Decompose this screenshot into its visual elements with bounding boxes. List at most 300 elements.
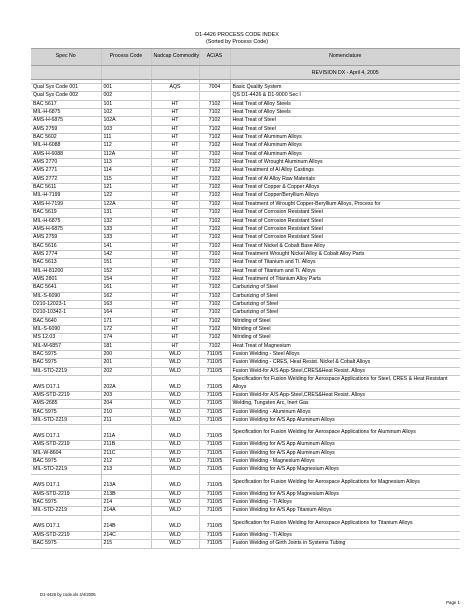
process-code-cell: 164 <box>101 309 151 317</box>
process-code-cell: 112A <box>101 150 151 158</box>
spec-no-cell: BAC 5611 <box>31 184 101 192</box>
nomenclature-cell: Heat Treat of Corrosion Resistant Steel <box>230 217 460 225</box>
table-row <box>31 217 460 225</box>
table-row <box>31 334 460 342</box>
process-code-table <box>31 48 460 549</box>
ac-as-cell: 7102 <box>199 125 230 133</box>
nadcap-commodity-cell: WLD <box>151 449 199 457</box>
nomenclature-cell: Carburizing of Steel <box>230 292 460 300</box>
table-row <box>31 142 460 150</box>
nadcap-commodity-cell: WLD <box>151 531 199 539</box>
ac-as-cell: 7110/5 <box>199 449 230 457</box>
nomenclature-cell: Heat Treat of Steel <box>230 125 460 133</box>
spec-no-cell: BAC 5640 <box>31 317 101 325</box>
nadcap-commodity-cell: WLD <box>151 466 199 474</box>
ac-as-cell: 7102 <box>199 217 230 225</box>
table-row <box>31 466 460 474</box>
spec-no-cell: BAC 5602 <box>31 134 101 142</box>
process-code-cell: 102A <box>101 117 151 125</box>
nadcap-commodity-cell: HT <box>151 125 199 133</box>
nomenclature-cell: Heat Treatment Wrought Nickel Alloy & Cobalt Alloy Parts <box>230 250 460 258</box>
process-code-cell: 213 <box>101 466 151 474</box>
spec-no-cell: MIL-H-6088 <box>31 142 101 150</box>
process-code-cell: 142 <box>101 250 151 258</box>
spec-no-cell: BAC 5975 <box>31 408 101 416</box>
process-code-cell: 213B <box>101 490 151 498</box>
nadcap-commodity-cell: HT <box>151 309 199 317</box>
process-code-cell: 161 <box>101 284 151 292</box>
nadcap-commodity-cell: HT <box>151 250 199 258</box>
nomenclature-cell: Specification for Fusion Welding for Aerospace Applications for Titanium Alloys <box>230 515 460 531</box>
nomenclature-cell: Heat Treat of Corrosion Resistant Steel <box>230 225 460 233</box>
nadcap-commodity-cell: HT <box>151 242 199 250</box>
nadcap-commodity-cell: WLD <box>151 441 199 449</box>
table-row <box>31 92 460 100</box>
nomenclature-cell: QS D1-4426 & D1-9000 Sec I <box>230 92 460 100</box>
spec-no-cell: BAC 5616 <box>31 242 101 250</box>
ac-as-cell: 7110/5 <box>199 531 230 539</box>
table-row <box>31 499 460 507</box>
process-code-cell: 202A <box>101 376 151 392</box>
nadcap-commodity-cell: WLD <box>151 417 199 425</box>
ac-as-cell: 7102 <box>199 184 230 192</box>
table-row <box>31 531 460 539</box>
ac-as-cell: 7110/5 <box>199 490 230 498</box>
ac-as-cell: 7102 <box>199 292 230 300</box>
spec-no-cell: AMS 2759 <box>31 125 101 133</box>
nadcap-commodity-cell: WLD <box>151 367 199 375</box>
ac-as-cell: 7110/5 <box>199 351 230 359</box>
nomenclature-cell: Heat Treat of Aluminum Alloys <box>230 134 460 142</box>
process-code-cell: 103 <box>101 125 151 133</box>
process-code-cell: 133 <box>101 225 151 233</box>
table-row <box>31 408 460 416</box>
nadcap-commodity-cell: HT <box>151 267 199 275</box>
nomenclature-cell: Heat Treat of Aluminum Alloys <box>230 150 460 158</box>
process-code-cell: 202 <box>101 367 151 375</box>
process-code-cell: 121 <box>101 184 151 192</box>
nomenclature-cell: Fusion Welding - Ti Alloys <box>230 499 460 507</box>
table-row <box>31 242 460 250</box>
ac-as-cell: 7110/5 <box>199 408 230 416</box>
nadcap-commodity-cell: WLD <box>151 458 199 466</box>
ac-as-cell: 7102 <box>199 159 230 167</box>
revision-label: REVISION DX - April 4, 2005 <box>230 66 460 80</box>
ac-as-cell: 7102 <box>199 134 230 142</box>
nadcap-commodity-cell: HT <box>151 184 199 192</box>
ac-as-cell: 7110/5 <box>199 376 230 392</box>
ac-as-cell: 7110/5 <box>199 507 230 515</box>
nadcap-commodity-cell: HT <box>151 175 199 183</box>
nomenclature-cell: Fusion Welding for A/S App Aluminum Alloys <box>230 441 460 449</box>
ac-as-cell: 7102 <box>199 200 230 208</box>
column-header-nomenclature: Nomenclature <box>230 49 460 66</box>
table-row <box>31 175 460 183</box>
process-code-cell: 162 <box>101 292 151 300</box>
table-row <box>31 474 460 490</box>
nomenclature-cell: Heat Treat of Corrosion Resistant Steel <box>230 234 460 242</box>
process-code-cell: 151 <box>101 259 151 267</box>
nomenclature-cell: Nitriding of Steel <box>230 317 460 325</box>
nadcap-commodity-cell: WLD <box>151 425 199 441</box>
nadcap-commodity-cell: WLD <box>151 351 199 359</box>
process-code-cell: 102 <box>101 109 151 117</box>
process-code-cell: 203 <box>101 392 151 400</box>
nadcap-commodity-cell: HT <box>151 192 199 200</box>
process-code-cell: 163 <box>101 300 151 308</box>
nadcap-commodity-cell: WLD <box>151 408 199 416</box>
nomenclature-cell: Fusion Welding - Aluminum Alloys <box>230 408 460 416</box>
ac-as-cell: 7110/5 <box>199 392 230 400</box>
nadcap-commodity-cell: WLD <box>151 490 199 498</box>
nadcap-commodity-cell: HT <box>151 300 199 308</box>
process-code-cell: 174 <box>101 334 151 342</box>
ac-as-cell: 7102 <box>199 167 230 175</box>
table-row <box>31 507 460 515</box>
table-row <box>31 284 460 292</box>
nomenclature-cell: Heat Treatment of Al Alloy Castings <box>230 167 460 175</box>
spec-no-cell: MIL-M-6857 <box>31 342 101 350</box>
nadcap-commodity-cell: HT <box>151 284 199 292</box>
footer-filename: D1-4426 by code.xls 4/4/2005 <box>40 592 96 597</box>
nadcap-commodity-cell: WLD <box>151 499 199 507</box>
process-code-cell: 211A <box>101 425 151 441</box>
process-code-cell: 131 <box>101 209 151 217</box>
nomenclature-cell: Fusion Welding for A/S App Titanium Alloys <box>230 507 460 515</box>
nadcap-commodity-cell: HT <box>151 209 199 217</box>
spec-no-cell: MS 12.03 <box>31 334 101 342</box>
process-code-cell: 122A <box>101 200 151 208</box>
process-code-cell: 214B <box>101 515 151 531</box>
process-code-cell: 211 <box>101 417 151 425</box>
ac-as-cell: 7102 <box>199 317 230 325</box>
process-code-cell: 212 <box>101 458 151 466</box>
nadcap-commodity-cell: HT <box>151 225 199 233</box>
spec-no-cell: MIL-H-6875 <box>31 109 101 117</box>
ac-as-cell: 7110/5 <box>199 458 230 466</box>
nadcap-commodity-cell <box>151 92 199 100</box>
table-row <box>31 275 460 283</box>
table-row <box>31 267 460 275</box>
process-code-cell: 101 <box>101 100 151 108</box>
ac-as-cell: 7102 <box>199 192 230 200</box>
process-code-cell: 213A <box>101 474 151 490</box>
table-row <box>31 300 460 308</box>
table-row <box>31 425 460 441</box>
process-code-cell: 111 <box>101 134 151 142</box>
nadcap-commodity-cell: HT <box>151 275 199 283</box>
process-code-cell: 172 <box>101 325 151 333</box>
ac-as-cell: 7102 <box>199 234 230 242</box>
spec-no-cell: AMS-STD-2219 <box>31 531 101 539</box>
table-row <box>31 351 460 359</box>
spec-no-cell: AMS-H-6088 <box>31 150 101 158</box>
process-code-cell: 152 <box>101 267 151 275</box>
nomenclature-cell: Basic Quality System <box>230 84 460 92</box>
nomenclature-cell: Fusion Welding for A/S App Aluminum Alloys <box>230 417 460 425</box>
table-row <box>31 259 460 267</box>
spec-no-cell: AMS 2770 <box>31 159 101 167</box>
process-code-cell: 171 <box>101 317 151 325</box>
spec-no-cell: AMS 2774 <box>31 250 101 258</box>
nomenclature-cell: Fusion Welding - Ti Alloys <box>230 531 460 539</box>
spec-no-cell: BAC 5975 <box>31 351 101 359</box>
table-row <box>31 192 460 200</box>
spec-no-cell: MIL-H-7199 <box>31 192 101 200</box>
table-row <box>31 342 460 350</box>
ac-as-cell: 7102 <box>199 150 230 158</box>
table-row <box>31 376 460 392</box>
nadcap-commodity-cell: HT <box>151 150 199 158</box>
nomenclature-cell: Nitriding of Steel <box>230 334 460 342</box>
spec-no-cell: AMS-STD-2219 <box>31 490 101 498</box>
ac-as-cell: 7110/5 <box>199 367 230 375</box>
table-row <box>31 167 460 175</box>
nadcap-commodity-cell: HT <box>151 234 199 242</box>
nomenclature-cell: Fusion Welding of Girth Joints in Systems Tubing <box>230 540 460 548</box>
ac-as-cell: 7110/5 <box>199 499 230 507</box>
process-code-cell: 210 <box>101 408 151 416</box>
table-row <box>31 367 460 375</box>
ac-as-cell: 7102 <box>199 175 230 183</box>
process-code-cell: 114 <box>101 167 151 175</box>
nadcap-commodity-cell: WLD <box>151 392 199 400</box>
nomenclature-cell: Fusion Welding - CRES, Heat Resist. Nickel & Cobalt Alloys <box>230 359 460 367</box>
nadcap-commodity-cell: WLD <box>151 359 199 367</box>
nomenclature-cell: Fusion Welding for A/S App Aluminum Alloys <box>230 449 460 457</box>
nomenclature-cell: Heat Treat of Aluminum Alloys <box>230 142 460 150</box>
revision-row <box>31 66 460 80</box>
spec-no-cell: BAC 5975 <box>31 359 101 367</box>
ac-as-cell: 7102 <box>199 309 230 317</box>
spec-no-cell: BAC 5975 <box>31 499 101 507</box>
ac-as-cell: 7102 <box>199 325 230 333</box>
process-code-cell: 211B <box>101 441 151 449</box>
ac-as-cell: 7102 <box>199 225 230 233</box>
page-header <box>0 32 474 45</box>
spec-no-cell: AMS 2772 <box>31 175 101 183</box>
spec-no-cell: BAC 5641 <box>31 284 101 292</box>
nomenclature-cell: Fusion Welding - Magnesium Alloys <box>230 458 460 466</box>
nomenclature-cell: Fusion Welding for A/S App Magnesium Alloys <box>230 490 460 498</box>
nadcap-commodity-cell: HT <box>151 325 199 333</box>
table-row <box>31 309 460 317</box>
process-code-cell: 112 <box>101 142 151 150</box>
ac-as-cell <box>199 92 230 100</box>
table-row <box>31 84 460 92</box>
table-row <box>31 234 460 242</box>
ac-as-cell: 7110/5 <box>199 515 230 531</box>
nadcap-commodity-cell: HT <box>151 317 199 325</box>
ac-as-cell: 7110/5 <box>199 359 230 367</box>
process-code-cell: 214C <box>101 531 151 539</box>
table-row <box>31 392 460 400</box>
process-code-cell: 215 <box>101 540 151 548</box>
column-header-process-code: Process Code <box>101 49 151 66</box>
spec-no-cell: AMS-H-7199 <box>31 200 101 208</box>
column-header-spec-no: Spec No <box>31 49 101 66</box>
process-code-cell: 214 <box>101 499 151 507</box>
process-code-cell: 002 <box>101 92 151 100</box>
spec-no-cell: MIL-S-6090 <box>31 325 101 333</box>
table-header-row <box>31 49 460 66</box>
nadcap-commodity-cell: HT <box>151 334 199 342</box>
document-subtitle: (Sorted by Process Code) <box>205 38 269 45</box>
nadcap-commodity-cell: WLD <box>151 507 199 515</box>
process-code-cell: 001 <box>101 84 151 92</box>
ac-as-cell: 7102 <box>199 250 230 258</box>
nomenclature-cell: Fusion Welding for A/S App Magnesium Alloys <box>230 466 460 474</box>
ac-as-cell: 7102 <box>199 300 230 308</box>
spec-no-cell: MIL-H-6875 <box>31 217 101 225</box>
spec-no-cell: MIL-W-8604 <box>31 449 101 457</box>
nomenclature-cell: Carburizing of Steel <box>230 300 460 308</box>
nadcap-commodity-cell: HT <box>151 134 199 142</box>
spec-no-cell: BAC 5617 <box>31 100 101 108</box>
spec-no-cell: Qual Sys Code 002 <box>31 92 101 100</box>
process-code-cell: 211C <box>101 449 151 457</box>
process-code-cell: 141 <box>101 242 151 250</box>
nomenclature-cell: Heat Treat of Steel <box>230 117 460 125</box>
nomenclature-cell: Fusion Welding - Steel Alloys <box>230 351 460 359</box>
spec-no-cell: AWS D17.1 <box>31 474 101 490</box>
document-title: D1-4426 PROCESS CODE INDEX <box>195 32 279 38</box>
nomenclature-cell: Heat Treat of Magnesium <box>230 342 460 350</box>
nadcap-commodity-cell: HT <box>151 217 199 225</box>
nomenclature-cell: Specification for Fusion Welding for Aerospace Applications for Aluminum Alloys <box>230 425 460 441</box>
process-code-cell: 115 <box>101 175 151 183</box>
nomenclature-cell: Heat Treat of Titanium and Ti. Alloys <box>230 259 460 267</box>
spec-no-cell: MIL-STD-2219 <box>31 507 101 515</box>
ac-as-cell: 7110/5 <box>199 466 230 474</box>
spec-no-cell: AMS 2771 <box>31 167 101 175</box>
nadcap-commodity-cell: WLD <box>151 474 199 490</box>
table-row <box>31 125 460 133</box>
nomenclature-cell: Heat Treat of Alloy Steels <box>230 109 460 117</box>
spec-no-cell: BAC 5619 <box>31 209 101 217</box>
spec-no-cell: MIL-STD-2219 <box>31 417 101 425</box>
table-row <box>31 200 460 208</box>
process-code-cell: 154 <box>101 275 151 283</box>
table-row <box>31 292 460 300</box>
process-code-cell: 204 <box>101 400 151 408</box>
ac-as-cell: 7102 <box>199 275 230 283</box>
nadcap-commodity-cell: WLD <box>151 376 199 392</box>
nadcap-commodity-cell: WLD <box>151 400 199 408</box>
column-header-ac-as: AC/AS <box>199 49 230 66</box>
ac-as-cell: 7102 <box>199 109 230 117</box>
table-row <box>31 400 460 408</box>
nadcap-commodity-cell: HT <box>151 342 199 350</box>
table-row <box>31 515 460 531</box>
table-row <box>31 159 460 167</box>
table-row <box>31 490 460 498</box>
nomenclature-cell: Heat Treat of Titanium and Ti. Alloys <box>230 267 460 275</box>
spec-no-cell: AMS-STD-2219 <box>31 441 101 449</box>
ac-as-cell: 7110/5 <box>199 417 230 425</box>
nadcap-commodity-cell: HT <box>151 159 199 167</box>
spec-no-cell: BAC 5613 <box>31 259 101 267</box>
table-row <box>31 325 460 333</box>
process-code-cell: 113 <box>101 159 151 167</box>
spec-no-cell: BAC 5975 <box>31 540 101 548</box>
spec-no-cell: MIL-S-6090 <box>31 292 101 300</box>
table-row <box>31 209 460 217</box>
ac-as-cell: 7102 <box>199 267 230 275</box>
nomenclature-cell: Carburizing of Steel <box>230 309 460 317</box>
process-code-cell: 214A <box>101 507 151 515</box>
table-row <box>31 109 460 117</box>
nomenclature-cell: Heat Treat of Nickel & Cobalt Base Alloy <box>230 242 460 250</box>
table-row <box>31 441 460 449</box>
spec-no-cell: D210-10342-1 <box>31 309 101 317</box>
table-row <box>31 184 460 192</box>
spec-no-cell: AWS D17.1 <box>31 376 101 392</box>
ac-as-cell: 7102 <box>199 342 230 350</box>
process-code-cell: 181 <box>101 342 151 350</box>
nadcap-commodity-cell: HT <box>151 142 199 150</box>
table-row <box>31 458 460 466</box>
spec-no-cell: MIL-STD-2219 <box>31 466 101 474</box>
ac-as-cell: 7102 <box>199 259 230 267</box>
column-header-nadcap-commodity: Nadcap Commodity <box>151 49 199 66</box>
nadcap-commodity-cell: HT <box>151 100 199 108</box>
nadcap-commodity-cell: WLD <box>151 515 199 531</box>
ac-as-cell: 7110/5 <box>199 425 230 441</box>
nadcap-commodity-cell: WLD <box>151 540 199 548</box>
nomenclature-cell: Heat Treat of Corrosion Resistant Steel <box>230 209 460 217</box>
table-row <box>31 417 460 425</box>
nomenclature-cell: Specification for Fusion Welding for Aerospace Applications for Steel, CRES & Heat Resistant Alloys <box>230 376 460 392</box>
nadcap-commodity-cell: HT <box>151 167 199 175</box>
nomenclature-cell: Specification for Fusion Welding for Aerospace Applications for Magnesium Alloys <box>230 474 460 490</box>
table-row <box>31 250 460 258</box>
table-row <box>31 540 460 548</box>
nomenclature-cell: Heat Treatment of Wrought Copper-Beryllium Alloys, Process for <box>230 200 460 208</box>
nomenclature-cell: Heat Treat of Alloy Steels <box>230 100 460 108</box>
nadcap-commodity-cell: HT <box>151 109 199 117</box>
nomenclature-cell: Heat Treat of Wrought Aluminum Alloys <box>230 159 460 167</box>
nomenclature-cell: Heat Treatment of Titanium Alloy Parts <box>230 275 460 283</box>
nadcap-commodity-cell: HT <box>151 200 199 208</box>
table-row <box>31 449 460 457</box>
nomenclature-cell: Fusion Weld-for A/S App-Steel,CRES&Heat Resist. Alloys <box>230 392 460 400</box>
spec-no-cell: AMS-H-6875 <box>31 225 101 233</box>
nomenclature-cell: Heat Treat of Copper/Beryllium Alloys <box>230 192 460 200</box>
process-code-cell: 201 <box>101 359 151 367</box>
table-row <box>31 117 460 125</box>
nomenclature-cell: Heat Treat of Copper & Copper Alloys <box>230 184 460 192</box>
table-row <box>31 317 460 325</box>
process-code-cell: 122 <box>101 192 151 200</box>
spec-no-cell: AWS D17.1 <box>31 425 101 441</box>
ac-as-cell: 7102 <box>199 100 230 108</box>
spec-no-cell: AMS-2685 <box>31 400 101 408</box>
table-row <box>31 359 460 367</box>
table-row <box>31 100 460 108</box>
nomenclature-cell: Welding, Tungsten Arc, Inert Gas <box>230 400 460 408</box>
ac-as-cell: 7110/5 <box>199 400 230 408</box>
ac-as-cell: 7102 <box>199 284 230 292</box>
table-body <box>31 66 460 549</box>
spec-no-cell: D210-12023-1 <box>31 300 101 308</box>
ac-as-cell: 7110/5 <box>199 540 230 548</box>
ac-as-cell: 7102 <box>199 209 230 217</box>
nadcap-commodity-cell: AQS <box>151 84 199 92</box>
nadcap-commodity-cell: HT <box>151 259 199 267</box>
nomenclature-cell: Heat Treat of Al Alloy Raw Materials <box>230 175 460 183</box>
nomenclature-cell: Nitriding of Steel <box>230 325 460 333</box>
